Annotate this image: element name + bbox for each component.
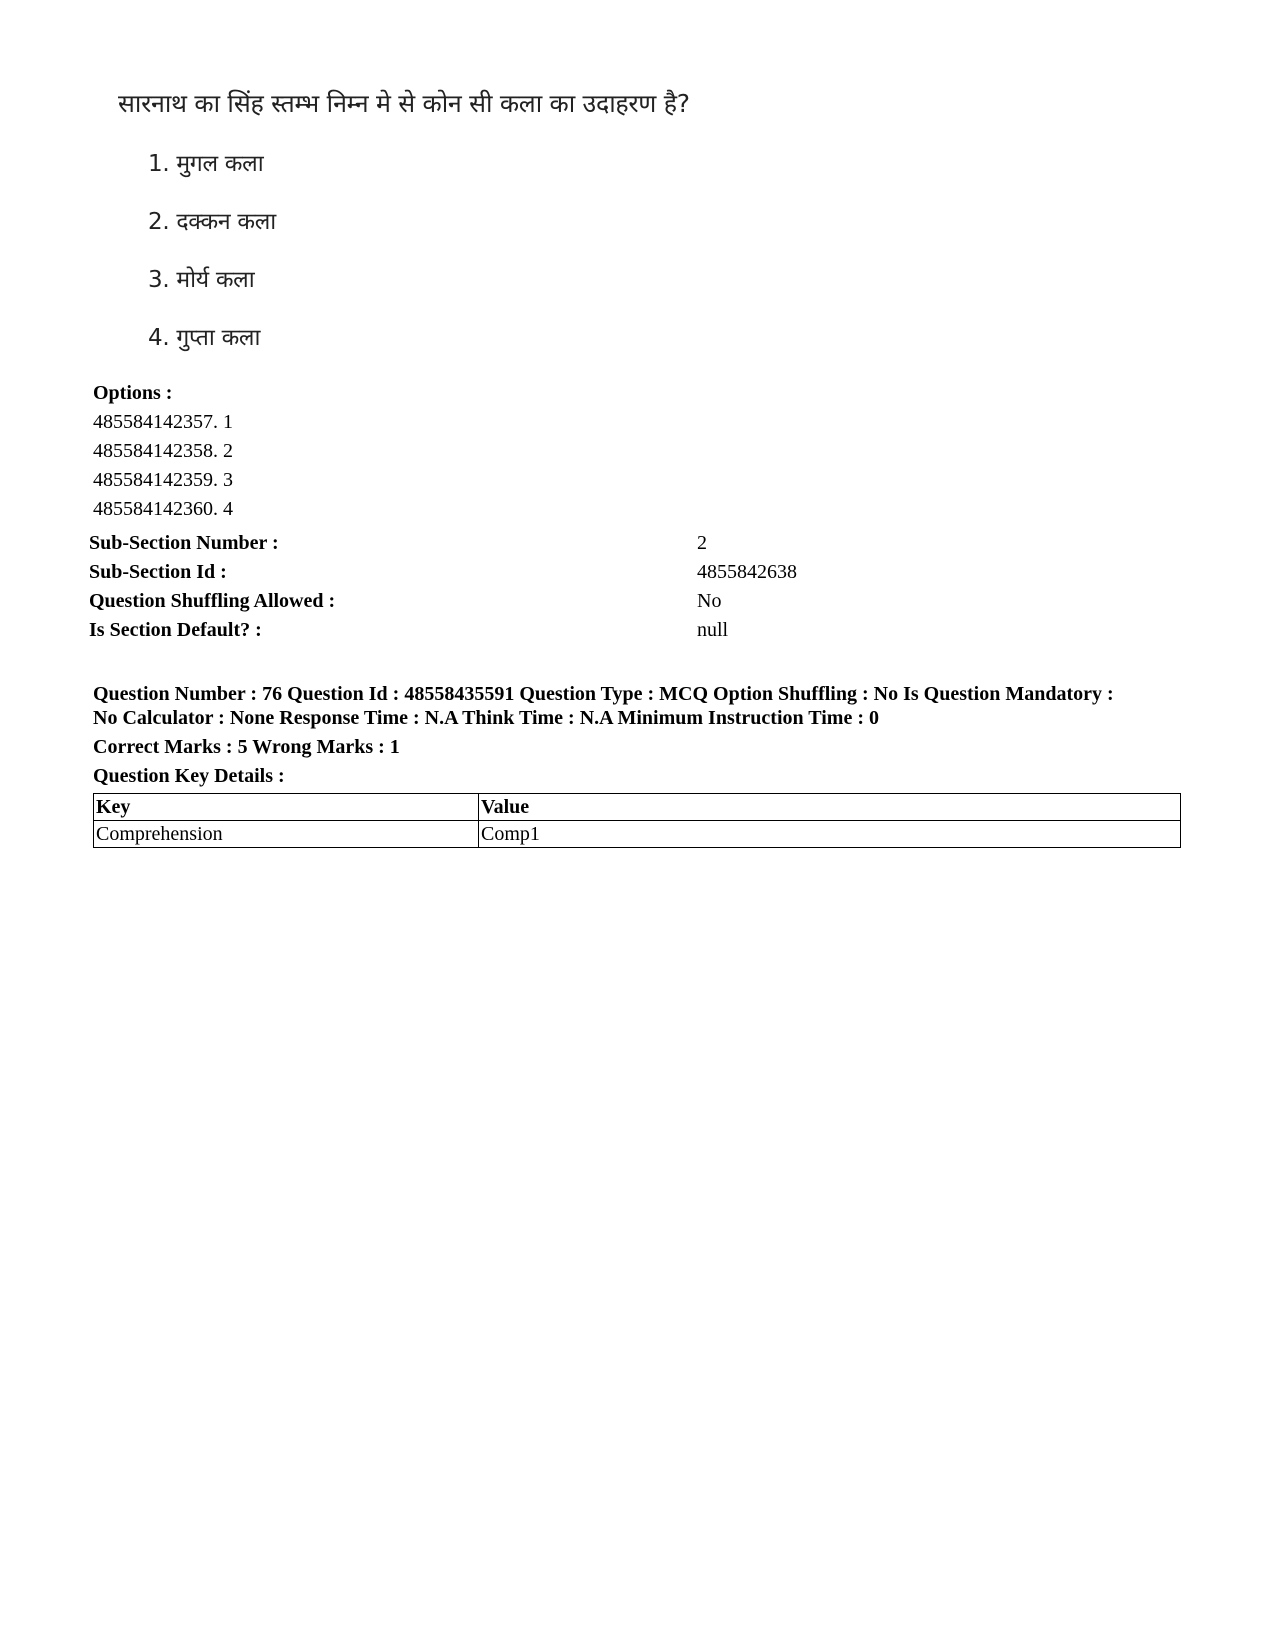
subsection-id-label: Sub-Section Id : — [89, 561, 227, 583]
option-item: 485584142358. 2 — [93, 440, 233, 462]
subsection-number-value: 2 — [697, 532, 707, 554]
option-item: 485584142360. 4 — [93, 498, 233, 520]
table-cell-value: Comp1 — [479, 821, 1181, 848]
options-title: Options : — [93, 382, 173, 404]
marks-line: Correct Marks : 5 Wrong Marks : 1 — [93, 736, 400, 758]
option-item: 485584142357. 1 — [93, 411, 233, 433]
question-info-line-1: Question Number : 76 Question Id : 48558435591 Question Type : MCQ Option Shuffling : No Is Question Mandatory : — [93, 683, 1114, 705]
section-default-value: null — [697, 619, 729, 641]
choice-3: 3. मोर्य कला — [148, 267, 255, 293]
subsection-id-value: 4855842638 — [697, 561, 797, 583]
question-shuffling-label: Question Shuffling Allowed : — [89, 590, 336, 612]
choice-2: 2. दक्कन कला — [148, 209, 276, 235]
key-details-title: Question Key Details : — [93, 765, 285, 787]
subsection-number-label: Sub-Section Number : — [89, 532, 279, 554]
section-default-label: Is Section Default? : — [89, 619, 262, 641]
question-text: सारनाथ का सिंह स्तम्भ निम्न मे से कोन सी कला का उदाहरण है? — [118, 89, 690, 118]
question-shuffling-value: No — [697, 590, 722, 612]
table-header-value: Value — [479, 794, 1181, 821]
key-details-table — [93, 793, 1181, 848]
question-info-line-2: No Calculator : None Response Time : N.A Think Time : N.A Minimum Instruction Time : 0 — [93, 707, 879, 729]
table-header-key: Key — [94, 794, 479, 821]
table-cell-key: Comprehension — [94, 821, 479, 848]
table-header-row — [94, 794, 1181, 821]
choice-1: 1. मुगल कला — [148, 151, 264, 177]
choice-4: 4. गुप्ता कला — [148, 325, 261, 351]
table-row — [94, 821, 1181, 848]
option-item: 485584142359. 3 — [93, 469, 233, 491]
